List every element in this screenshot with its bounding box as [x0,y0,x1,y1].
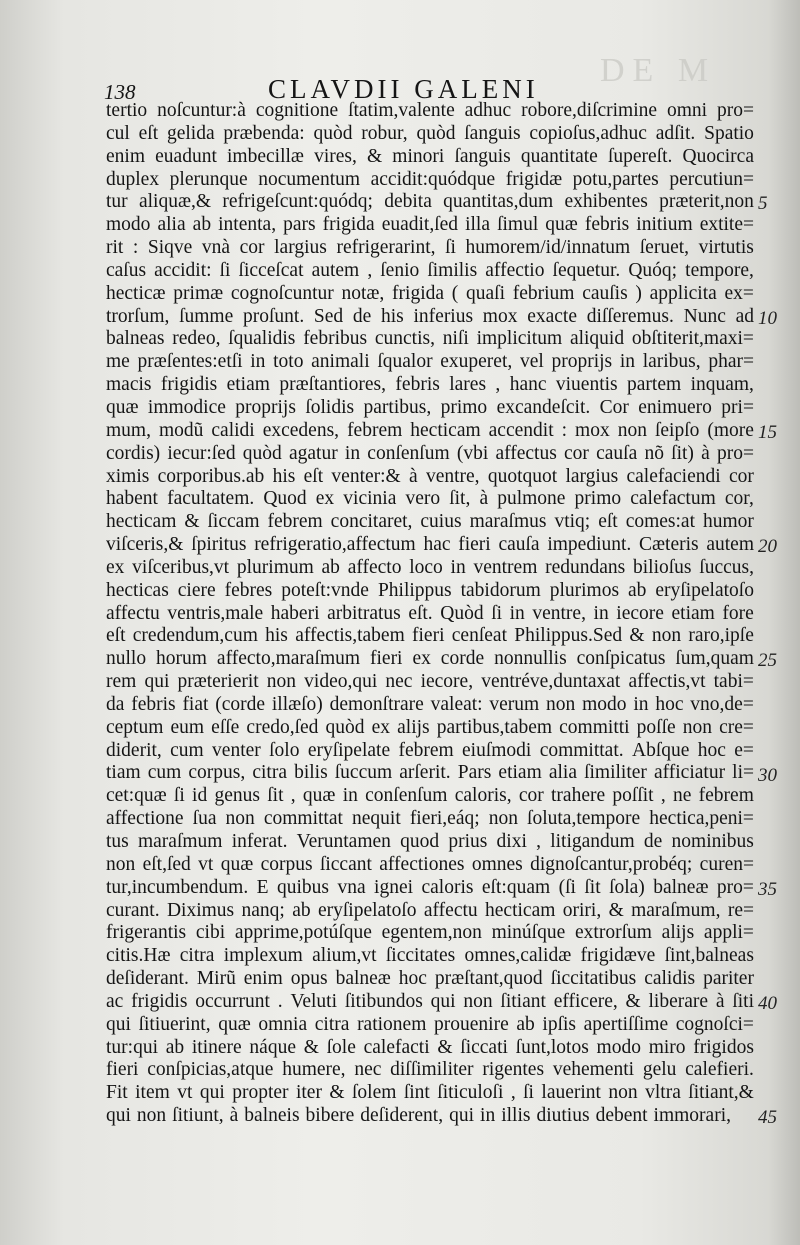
text-line: Fit item vt qui propter iter & ſolem ſint ſiticuloſi , ſi lauerint non vltra ſitiant,& [106,1082,754,1104]
text-line: ex viſceribus,vt plurimum ab affecto loco in ventrem redundans bilioſus ſuccus, [106,556,754,578]
text-line: eſt credendum,cum his affectis,tabem fieri cenſeat Philippus.Sed & non raro,ipſe [106,625,754,647]
text-line: curant. Diximus nanq; ab eryſipelatoſo affectu hecticam oriri, & maraſmum, re= [106,899,754,921]
text-line: da febris fiat (corde illæſo) demonſtrare valeat: verum non modo in hoc vno,de= [106,693,754,715]
text-line: tiam cum corpus, citra bilis ſuccum arſerit. Pars etiam alia ſimiliter afficiatur li= [106,762,754,784]
text-line: duplex plerunque nocumentum accidit:quódque frigidæ potu,partes percutiun= [106,168,754,190]
text-line: viſceris,& ſpiritus refrigeratio,affectum hac fieri cauſa impediunt. Cæteris autem [106,534,754,556]
text-line: affectione ſua non committat nequit fieri,eáq; non ſoluta,tempore hectica,peni= [106,808,754,830]
text-line: deſiderant. Mirũ enim opus balneæ hoc præſtant,quod ſiccitatibus calidis pariter [106,968,754,990]
text-line: non eſt,ſed vt quæ corpus ſiccant affectiones omnes dignoſcantur,probéq; curen= [106,853,754,875]
text-line: frigerantis cibi apprime,potúſque egentem,non minúſque extrorſum alijs appli= [106,922,754,944]
text-line: cet:quæ ſi id genus ſit , quæ in conſenſum caloris, cor trahere poſſit , ne febrem [106,785,754,807]
text-line: me præſentes:etſi in toto animali ſqualor exuperet, vel proprijs in laribus, phar= [106,351,754,373]
margin-line-number: 40 [758,993,777,1015]
text-line: tur aliquæ,& refrigeſcunt:quódq; debita quantitas,dum exhibentes præterit,non [106,191,754,213]
bleed-through-text: DE M [600,52,717,89]
text-line: hecticas ciere febres poteſt:vnde Philippus tabidorum plurimos ab eryſipelatoſo [106,579,754,601]
text-line: macis frigidis etiam præſtantiores, febris lares , hanc viuentis partem inquam, [106,374,754,396]
margin-line-number: 30 [758,764,777,786]
text-line: ac frigidis occurrunt . Veluti ſitibundos qui non ſitiant efficere, & liberare à ſiti [106,990,754,1012]
margin-line-number: 5 [758,193,768,215]
text-line: enim euadunt imbecillæ vires, & minori ſanguis quantitate ſupereſt. Quocirca [106,145,754,167]
text-line: tus maraſmum inferat. Veruntamen quod prius dixi , litigandum de nominibus [106,831,754,852]
text-line: tur,incumbendum. E quibus vna ignei caloris eſt:quam (ſi ſit ſola) balneæ pro= [106,876,754,898]
text-line: qui ſitiuerint, quæ omnia citra rationem prouenire ab ipſis apertiſſime cognoſci= [106,1013,754,1035]
text-line: qui non ſitiunt, à balneis bibere deſiderent, qui in illis diutius debent immorari, [106,1105,731,1127]
text-line: nullo horum affecto,maraſmum fieri ex corde nonnullis conſpicatus ſum,quam [106,648,754,670]
text-line: diderit, cum venter ſolo eryſipelate febrem eiuſmodi committat. Abſque hoc e= [106,739,754,761]
text-line: habent facultatem. Quod ex vicinia vero ſit, à pulmone primo calefactum cor, [106,488,754,510]
margin-line-number: 45 [758,1107,777,1129]
text-line: rem qui præterierit non video,qui nec iecore, ventréve,duntaxat affectis,vt tabi= [106,671,754,693]
margin-line-number: 25 [758,650,777,672]
margin-line-number: 10 [758,307,777,329]
text-line: balneas redeo, ſqualidis febribus cunctis, niſi implicitum aliquid obſtiterit,maxi= [106,328,754,350]
margin-line-number: 35 [758,878,777,900]
margin-line-number: 20 [758,536,777,558]
text-line: rit : Siqve vnà cor largius refrigerarint, ſi humorem/id/innatum ſeruet, virtutis [106,237,754,259]
text-line: fieri conſpicias,atque humere, nec diſſimiliter rigentes vehementi gelu calefieri. [106,1059,754,1081]
text-line: trorſum, ſumme proſunt. Sed de his inferius mox exacte diſſeremus. Nunc ad [106,305,754,327]
text-line: mum, modũ calidi excedens, febrem hecticam accendit : mox non ſeipſo (more [106,419,754,441]
text-line: ximis corporibus.ab his eſt venter:& à ventre, quotquot largius calefaciendi cor [106,465,754,487]
text-line: quæ immodice proprijs ſolidis partibus, primo excandeſcit. Cor enimuero pri= [106,396,754,418]
text-line: modo alia ab intenta, pars frigida euadit,ſed illa ſimul quæ febris initium extite= [106,214,754,236]
text-line: cul eſt gelida præbenda: quòd robur, quòd ſanguis copioſus,adhuc adſit. Spatio [106,122,754,144]
page-number: 138 [104,80,136,104]
text-line: hecticæ primæ cognoſcuntur notæ, frigida ( quaſi febrium cauſis ) applicita ex= [106,282,754,304]
text-line: tertio noſcuntur:à cognitione ſtatim,valente adhuc robore,diſcrimine omni pro= [106,100,754,121]
text-line: citis.Hæ citra implexum alium,vt ſiccitates omnes,calidæ frigidæve ſint,balneas [106,945,754,967]
margin-line-number: 15 [758,421,777,443]
text-line: cordis) iecur:ſed quòd agatur in conſenſum (vbi affectus cor cauſa nõ ſit) à pro= [106,442,754,464]
text-line: caſus accidit: ſi ſicceſcat autem , ſenio ſimilis affectio ſequetur. Quóq; tempore, [106,259,754,281]
text-line: ceptum eum eſſe credo,ſed quòd ex alijs partibus,tabem committi poſſe non cre= [106,716,754,738]
text-line: hecticam & ſiccam febrem concitaret, cuius maraſmus vtiq; eſt comes:at humor [106,511,754,533]
running-head: CLAVDII GALENI [268,74,539,104]
text-line: affectu ventris,male haberi arbitratus eſt. Quòd ſi in ventre, in iecore etiam fore [106,602,754,624]
text-line: tur:qui ab itinere náque & ſole calefacti & ſiccati ſunt,lotos modo miro frigidos [106,1036,754,1058]
